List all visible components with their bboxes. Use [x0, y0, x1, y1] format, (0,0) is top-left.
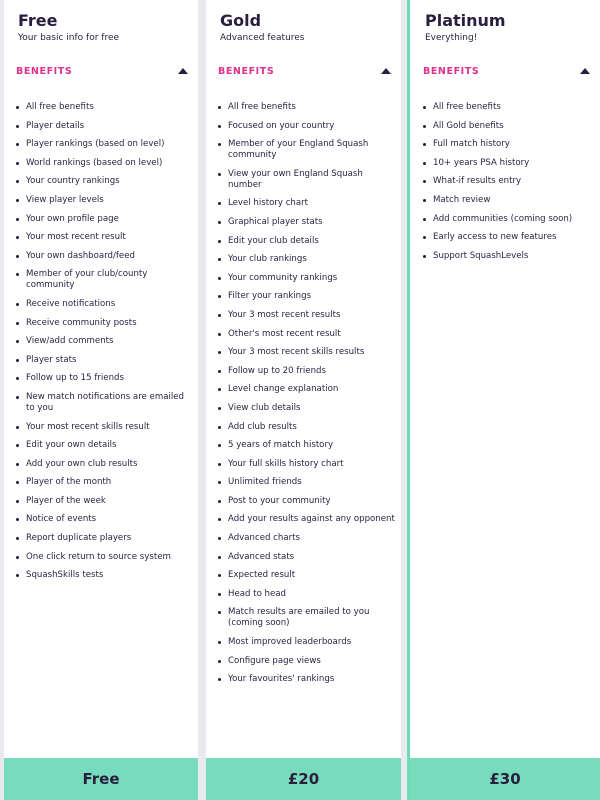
benefits-label: BENEFITS [423, 65, 480, 77]
benefits-list [16, 102, 192, 589]
benefit-item: Edit your own details [16, 440, 192, 451]
benefits-toggle[interactable] [423, 63, 592, 79]
price-button-platinum[interactable]: £30 [410, 758, 600, 800]
benefit-item: Player of the week [16, 496, 192, 507]
benefit-item: Add communities (coming soon) [423, 214, 594, 225]
benefit-item: Member of your England Squash community [218, 139, 395, 161]
plan-card-free [4, 0, 198, 800]
benefit-item: Follow up to 20 friends [218, 366, 395, 377]
benefits-toggle[interactable] [218, 63, 393, 79]
caret-up-icon[interactable] [580, 68, 590, 74]
benefit-item: All free benefits [16, 102, 192, 113]
benefit-item: SquashSkills tests [16, 570, 192, 581]
plan-card-gold [206, 0, 401, 800]
benefit-item: Head to head [218, 589, 395, 600]
benefit-item: Advanced charts [218, 533, 395, 544]
price-button-free[interactable]: Free [4, 758, 198, 800]
benefit-item: Your club rankings [218, 254, 395, 265]
benefit-item: Add club results [218, 422, 395, 433]
plan-card-platinum [407, 0, 600, 800]
benefit-item: Full match history [423, 139, 594, 150]
benefit-item: Post to your community [218, 496, 395, 507]
benefit-item: Unlimited friends [218, 477, 395, 488]
benefit-item: Most improved leaderboards [218, 637, 395, 648]
benefit-item: Your most recent skills result [16, 422, 192, 433]
benefit-item: View club details [218, 403, 395, 414]
benefit-item: 10+ years PSA history [423, 158, 594, 169]
benefit-item: Receive notifications [16, 299, 192, 310]
benefits-list [218, 102, 395, 693]
benefit-item: World rankings (based on level) [16, 158, 192, 169]
benefit-item: Match review [423, 195, 594, 206]
benefit-item: Your full skills history chart [218, 459, 395, 470]
benefits-toggle[interactable] [16, 63, 190, 79]
benefit-item: Player stats [16, 355, 192, 366]
benefit-item: Player rankings (based on level) [16, 139, 192, 150]
caret-up-icon[interactable] [381, 68, 391, 74]
benefit-item: Your 3 most recent results [218, 310, 395, 321]
benefit-item: Player details [16, 121, 192, 132]
plan-subtitle: Everything! [425, 33, 478, 43]
benefit-item: Expected result [218, 570, 395, 581]
caret-up-icon[interactable] [178, 68, 188, 74]
benefit-item: Receive community posts [16, 318, 192, 329]
benefit-item: One click return to source system [16, 552, 192, 563]
benefit-item: Support SquashLevels [423, 251, 594, 262]
benefit-item: What-if results entry [423, 176, 594, 187]
benefit-item: Other's most recent result [218, 329, 395, 340]
benefit-item: Advanced stats [218, 552, 395, 563]
benefits-list [423, 102, 594, 269]
benefit-item: Level change explanation [218, 384, 395, 395]
benefit-item: Edit your club details [218, 236, 395, 247]
benefit-item: Add your own club results [16, 459, 192, 470]
benefits-label: BENEFITS [16, 65, 73, 77]
benefit-item: Configure page views [218, 656, 395, 667]
plan-name: Free [18, 11, 58, 30]
price-button-gold[interactable]: £20 [206, 758, 401, 800]
benefit-item: View your own England Squash number [218, 169, 395, 191]
benefit-item: Your own dashboard/feed [16, 251, 192, 262]
benefit-item: Notice of events [16, 514, 192, 525]
benefit-item: Add your results against any opponent [218, 514, 395, 525]
benefits-label: BENEFITS [218, 65, 275, 77]
plan-name: Platinum [425, 11, 506, 30]
benefit-item: Focused on your country [218, 121, 395, 132]
benefit-item: Your most recent result [16, 232, 192, 243]
benefit-item: Graphical player stats [218, 217, 395, 228]
benefit-item: All free benefits [218, 102, 395, 113]
benefit-item: Early access to new features [423, 232, 594, 243]
plan-subtitle: Advanced features [220, 33, 305, 43]
benefit-item: Your favourites' rankings [218, 674, 395, 685]
benefit-item: Your own profile page [16, 214, 192, 225]
benefit-item: Member of your club/county community [16, 269, 192, 291]
benefit-item: Player of the month [16, 477, 192, 488]
benefit-item: All free benefits [423, 102, 594, 113]
benefit-item: Match results are emailed to you (coming soon) [218, 607, 395, 629]
benefit-item: Your community rankings [218, 273, 395, 284]
benefit-item: New match notifications are emailed to you [16, 392, 192, 414]
benefit-item: Your 3 most recent skills results [218, 347, 395, 358]
benefit-item: Report duplicate players [16, 533, 192, 544]
plan-name: Gold [220, 11, 262, 30]
benefit-item: View player levels [16, 195, 192, 206]
benefit-item: Filter your rankings [218, 291, 395, 302]
benefit-item: Follow up to 15 friends [16, 373, 192, 384]
plan-subtitle: Your basic info for free [18, 33, 120, 43]
benefit-item: Your country rankings [16, 176, 192, 187]
benefit-item: Level history chart [218, 198, 395, 209]
benefit-item: All Gold benefits [423, 121, 594, 132]
benefit-item: 5 years of match history [218, 440, 395, 451]
benefit-item: View/add comments [16, 336, 192, 347]
